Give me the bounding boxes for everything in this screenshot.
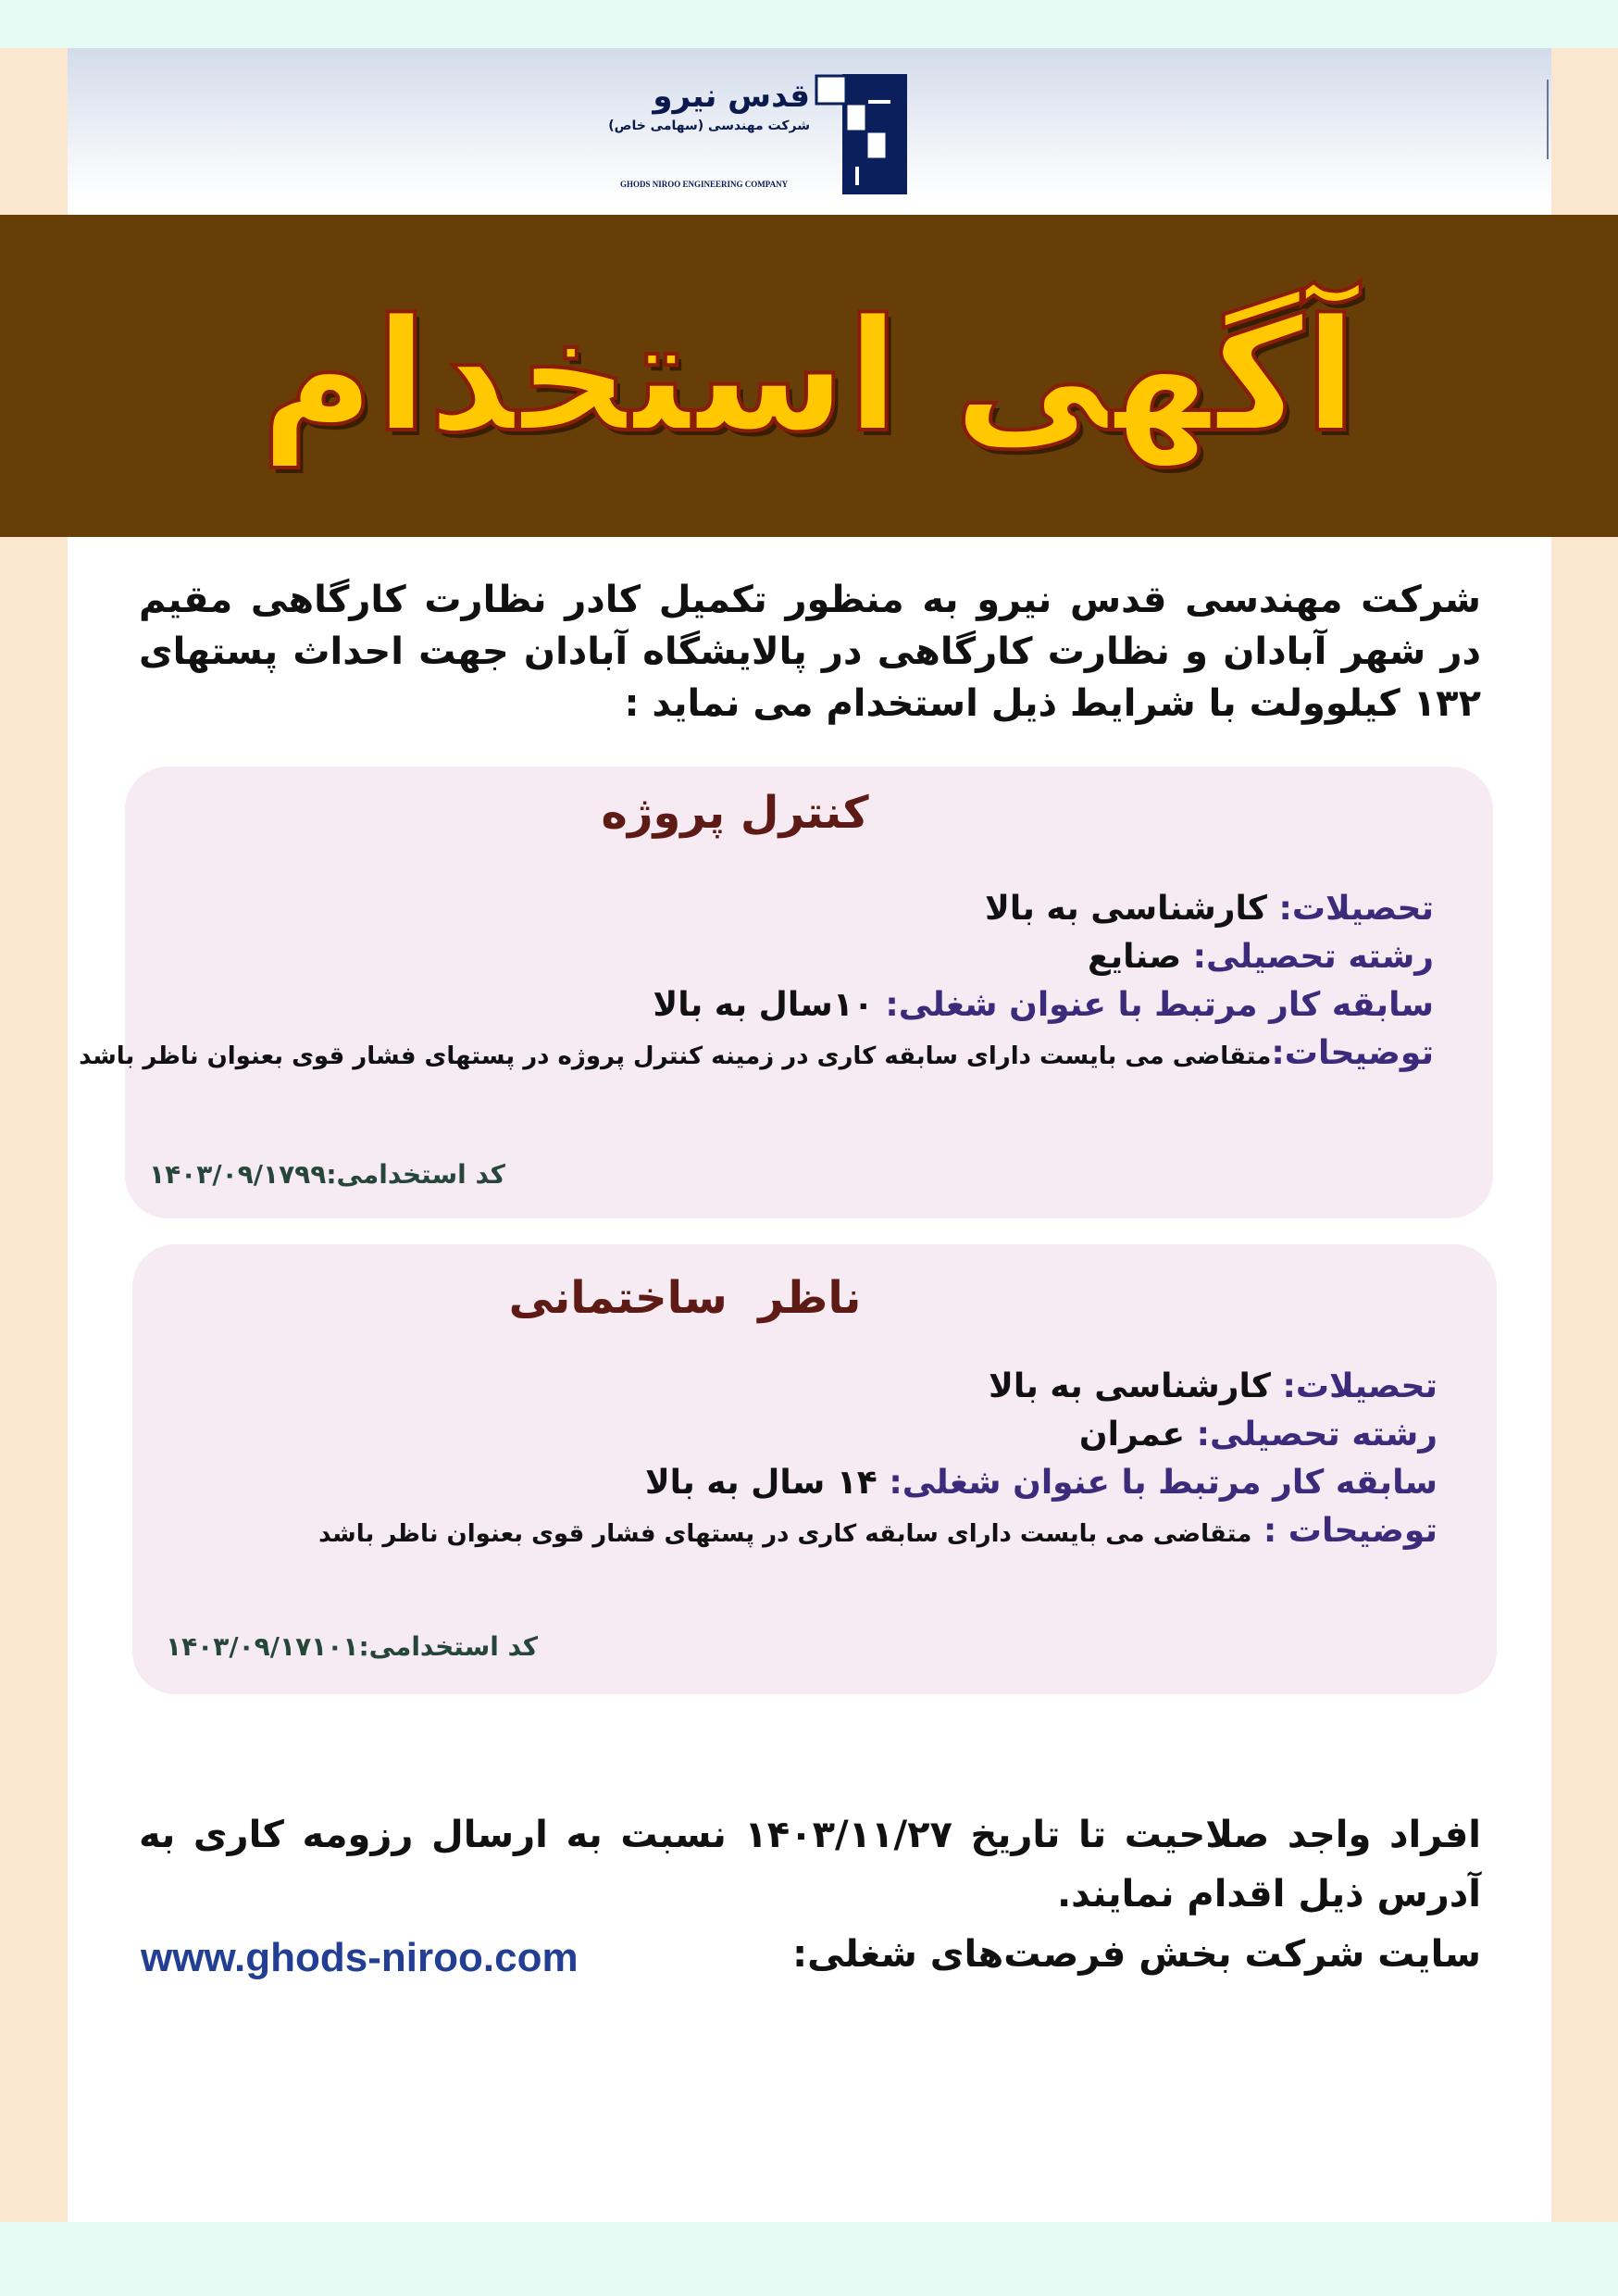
closing-paragraph: افراد واجد صلاحیت تا تاریخ ۱۴۰۳/۱۱/۲۷ نسبت به ارسال رزومه کاری به آدرس ذیل اقدام نمایند. [139,1814,1482,1915]
careers-site-link[interactable]: www.ghods-niroo.com [141,1935,579,1980]
notes-label: توضیحات : [1263,1512,1438,1550]
intro-paragraph: شرکت مهندسی قدس نیرو به منظور تکمیل کادر نظارت کارگاهی مقیم در شهر آبادان و نظارت کارگاهی در پالایشگاه آبادان جهت احداث پستهای ۱۳۲ کیلوولت با شرایط ذیل استخدام می نماید : [139,579,1481,725]
notes-row [179,1507,1438,1558]
job-title: ناظر ساختمانی [508,1272,862,1324]
job-details [79,885,1434,1080]
experience-value: ۱۰سال به بالا [653,986,874,1024]
experience-label: سابقه کار مرتبط با عنوان شغلی: [885,986,1434,1024]
education-label: تحصیلات: [1278,890,1434,928]
logo-company-subtitle: شرکت مهندسی (سهامی خاص) [608,119,810,133]
company-logo [608,70,907,195]
field-of-study-row [179,1411,1438,1459]
logo-company-name: قدس نیرو [653,78,810,115]
top-border-strip [0,0,1618,48]
field-of-study-label: رشته تحصیلی: [1192,938,1434,976]
logo-company-english: GHODS NIROO ENGINEERING COMPANY [620,180,789,189]
experience-row [179,1459,1438,1507]
experience-value: ۱۴ سال به بالا [644,1464,877,1502]
education-row [179,1363,1438,1411]
bottom-border-strip [0,2222,1618,2296]
job-title: کنترل پروژه [601,787,869,839]
header-divider [1547,80,1549,159]
education-value: کارشناسی به بالا [989,1367,1271,1405]
job-card [132,1244,1497,1694]
job-card [79,767,1493,1218]
field-of-study-value: عمران [1078,1416,1186,1454]
notes-value: متقاضی می بایست دارای سابقه کاری در پستهای فشار قوی بعنوان ناظر باشد [318,1520,1252,1548]
education-row [175,885,1434,933]
logo-mark-icon [815,74,907,194]
job-code: کد استخدامی:۱۴۰۳/۰۹/۱۷۱۰۱ [166,1631,539,1662]
field-of-study-label: رشته تحصیلی: [1196,1416,1438,1454]
notes-label: توضیحات: [1271,1034,1434,1072]
notes-value: متقاضی می بایست دارای سابقه کاری در زمینه کنترل پروژه در پستهای فشار قوی بعنوان ناظر باشد [79,1042,1272,1070]
careers-site-label: سایت شرکت بخش فرصت‌های شغلی: [792,1933,1481,1976]
experience-label: سابقه کار مرتبط با عنوان شغلی: [889,1464,1438,1502]
job-details [179,1363,1438,1558]
field-of-study-value: صنایع [1088,938,1182,976]
experience-row [175,981,1434,1029]
education-label: تحصیلات: [1282,1367,1438,1405]
job-code: کد استخدامی:۱۴۰۳/۰۹/۱۷۹۹ [149,1159,505,1190]
page-title: آگهی استخدام [260,285,1358,467]
notes-row [79,1029,1434,1080]
title-band [0,215,1618,537]
field-of-study-row [175,933,1434,981]
education-value: کارشناسی به بالا [985,890,1267,928]
